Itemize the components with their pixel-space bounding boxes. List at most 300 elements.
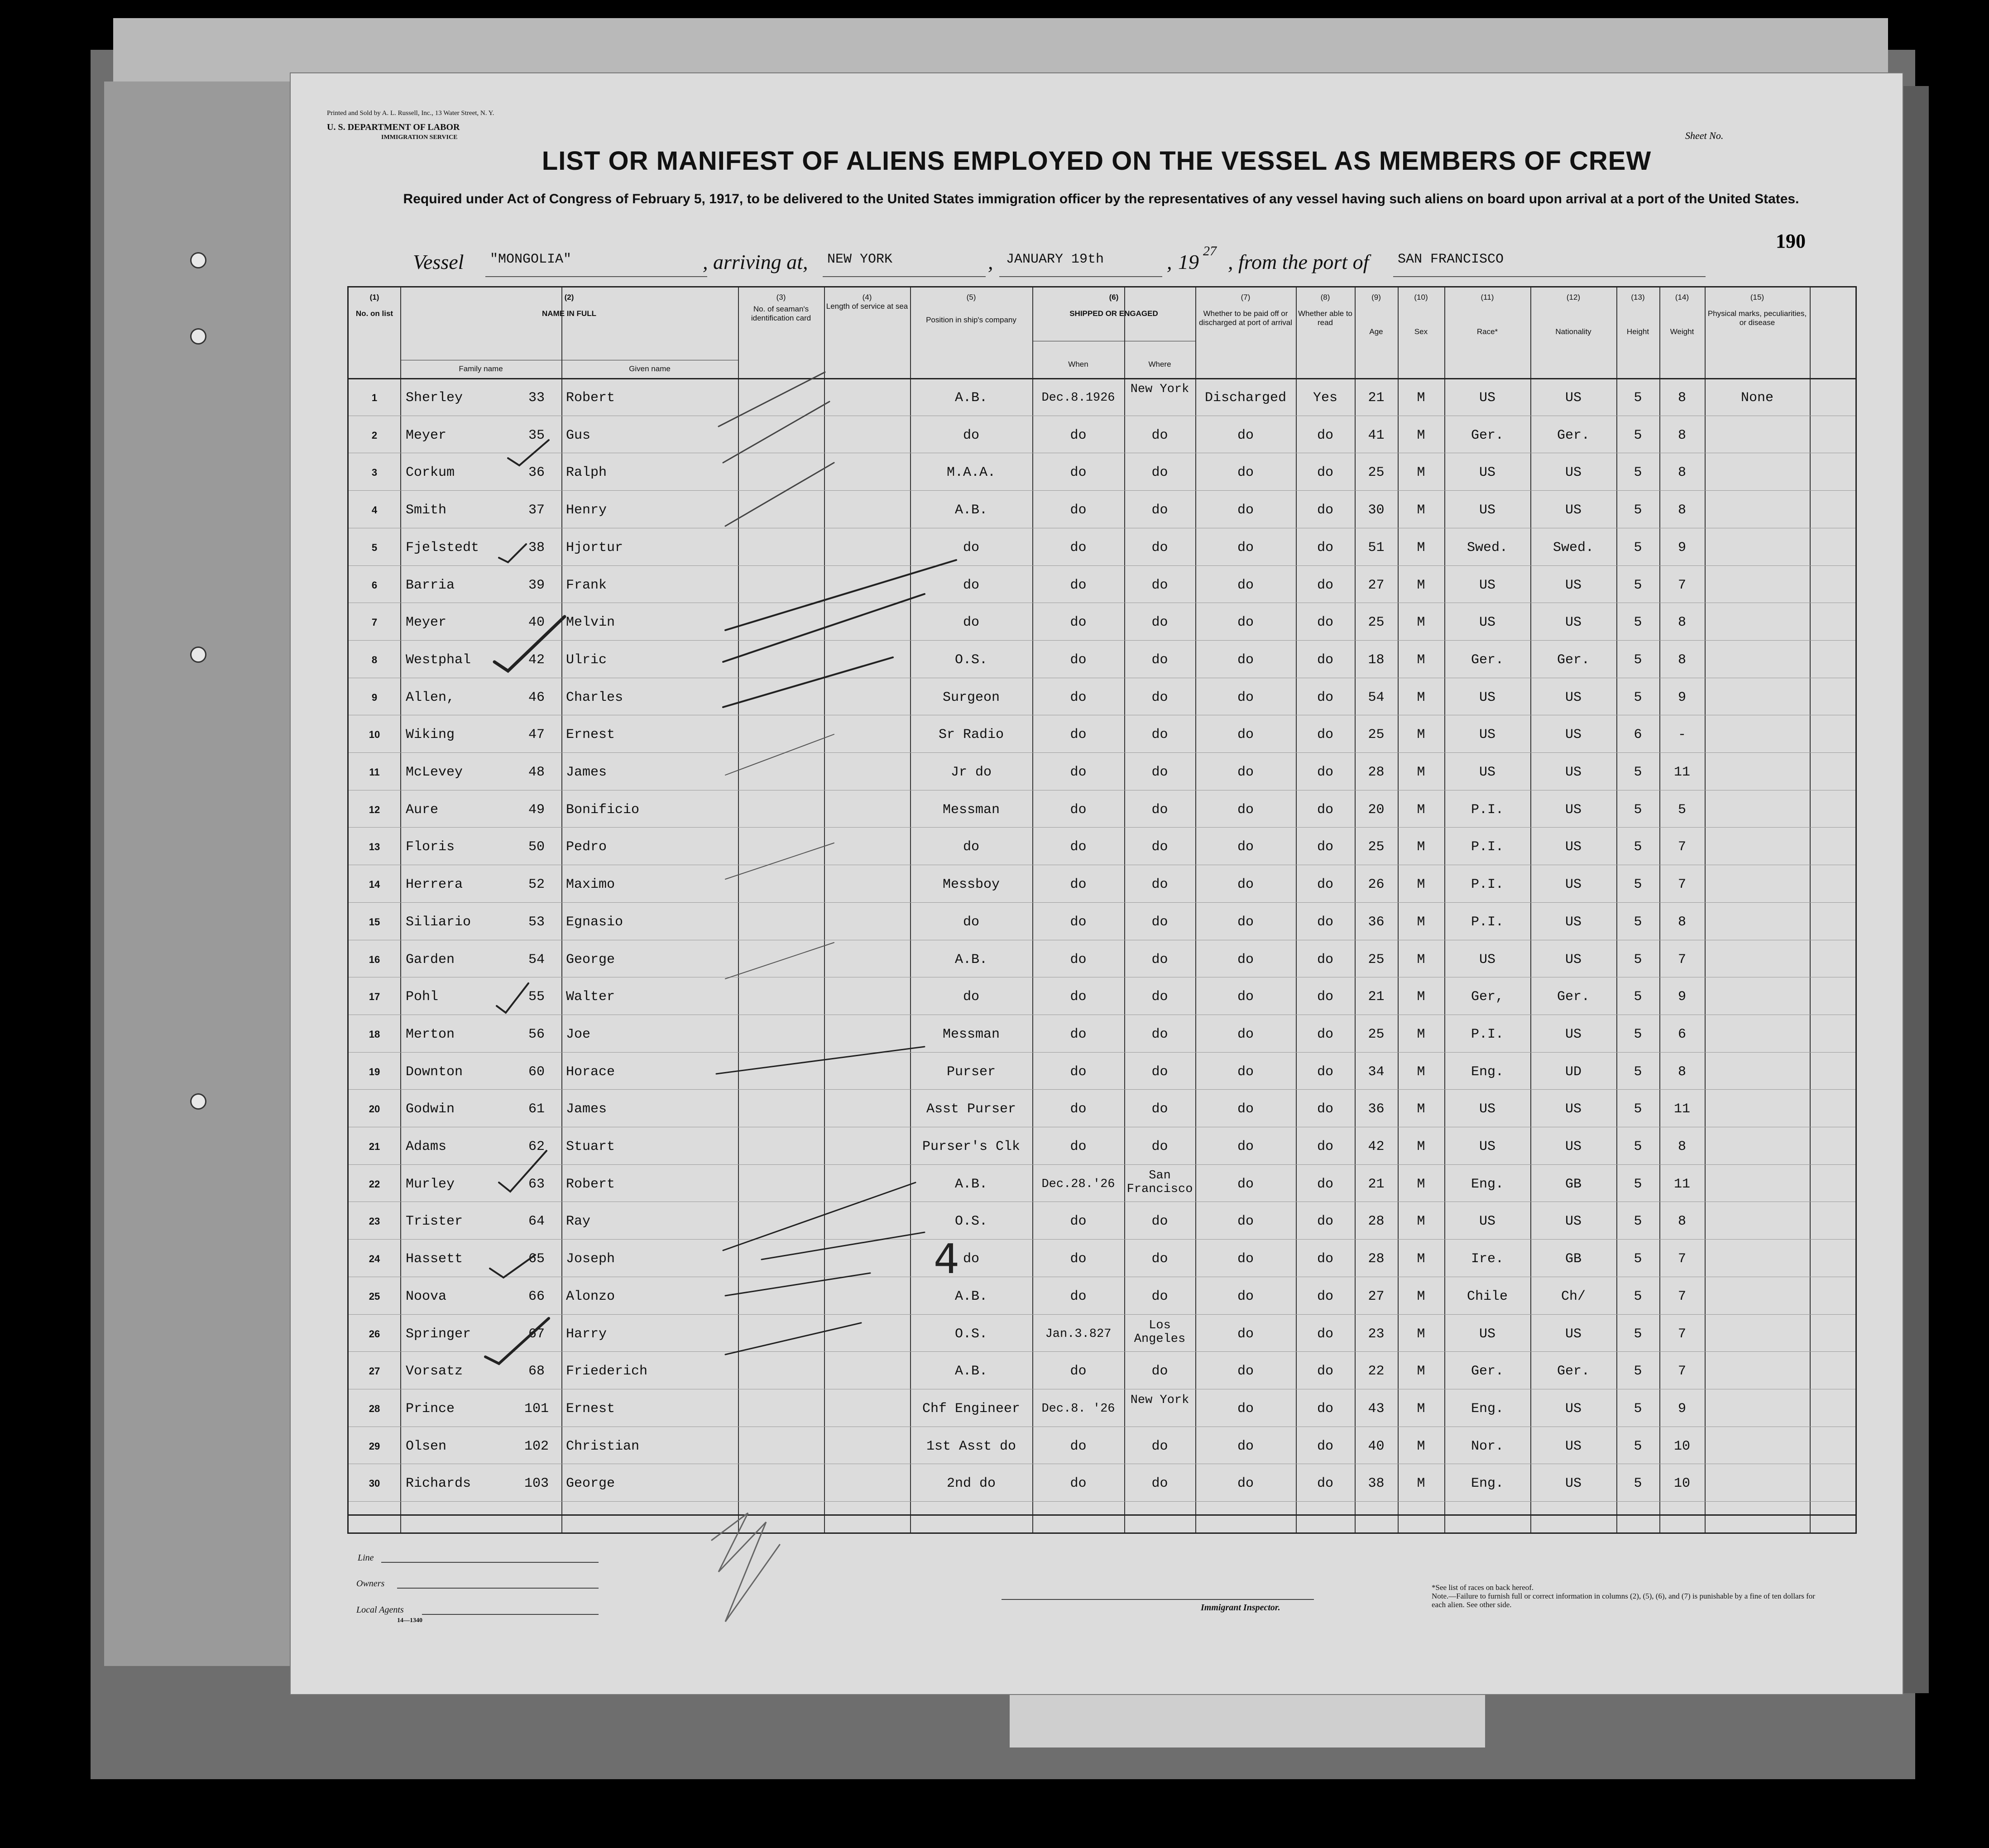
position: Jr do (950, 765, 992, 780)
able-to-read: do (1317, 914, 1333, 930)
row-number: 7 (371, 617, 378, 628)
height: 5 (1634, 1326, 1642, 1342)
race: Eng. (1471, 1401, 1504, 1417)
height: 5 (1634, 1026, 1642, 1042)
paid-off-status: do (1237, 989, 1254, 1005)
binder-hole (190, 1093, 206, 1110)
crew-reference-number: 50 (528, 839, 545, 855)
shipped-when: do (1070, 465, 1087, 481)
able-to-read: do (1317, 540, 1333, 555)
sex: M (1417, 1026, 1425, 1042)
able-to-read: do (1317, 839, 1333, 855)
crew-reference-number: 36 (528, 465, 545, 481)
shipped-where: do (1151, 1288, 1168, 1304)
shipped-when: do (1070, 952, 1087, 967)
crew-reference-number: 33 (528, 390, 545, 406)
able-to-read: do (1317, 765, 1333, 780)
crew-reference-number: 103 (524, 1476, 549, 1492)
shipped-when: do (1070, 1139, 1087, 1154)
pencil-stroke (719, 372, 825, 426)
paid-off-status: do (1237, 1026, 1254, 1042)
shipped-when: do (1070, 503, 1087, 518)
able-to-read: do (1317, 652, 1333, 668)
row-number: 2 (371, 429, 378, 441)
position: do (963, 1251, 979, 1267)
given-name: Ulric (566, 652, 607, 668)
able-to-read: do (1317, 465, 1333, 481)
paid-off-status: do (1237, 577, 1254, 593)
row-number: 12 (369, 804, 380, 815)
row-number: 6 (371, 579, 378, 591)
paid-off-status: do (1237, 802, 1254, 818)
height: 5 (1634, 1251, 1642, 1267)
able-to-read: Yes (1313, 390, 1337, 406)
paid-off-status: do (1237, 1251, 1254, 1267)
shipped-when: do (1070, 1026, 1087, 1042)
race: P.I. (1471, 877, 1504, 893)
family-name: Corkum (406, 465, 455, 481)
local-agents-label: Local Agents (356, 1605, 404, 1615)
crew-reference-number: 54 (528, 952, 545, 967)
binder-hole (190, 252, 206, 268)
shipped-where: do (1151, 1438, 1168, 1454)
paid-off-status: do (1237, 1064, 1254, 1080)
height: 5 (1634, 765, 1642, 780)
col-marks-header: (15) Physical marks, peculiarities, or disease (1707, 293, 1807, 327)
given-name: Robert (566, 390, 615, 406)
nationality: US (1565, 1476, 1582, 1492)
shipped-where: do (1151, 1101, 1168, 1117)
position: do (963, 540, 979, 555)
weight: 10 (1673, 1476, 1690, 1492)
weight: 5 (1677, 802, 1686, 818)
height: 5 (1634, 427, 1642, 443)
sex: M (1417, 914, 1425, 930)
sex: M (1417, 1326, 1425, 1342)
shipped-where: do (1151, 989, 1168, 1005)
age: 21 (1368, 989, 1385, 1005)
able-to-read: do (1317, 989, 1333, 1005)
row-number: 14 (369, 879, 380, 890)
family-name: Prince (406, 1401, 455, 1417)
able-to-read: do (1317, 1214, 1333, 1230)
paid-off-status: do (1237, 877, 1254, 893)
given-name: James (566, 1101, 607, 1117)
position: do (963, 989, 979, 1005)
crew-reference-number: 42 (528, 652, 545, 668)
handwritten-four: 4 (934, 1235, 960, 1283)
row-number: 4 (371, 504, 378, 516)
given-name: Pedro (566, 839, 607, 855)
row-number: 26 (369, 1328, 380, 1340)
height: 5 (1634, 1401, 1642, 1417)
race: Chile (1467, 1288, 1508, 1304)
check-mark (497, 983, 528, 1013)
position: do (963, 615, 979, 631)
given-name: Stuart (566, 1139, 615, 1154)
height: 5 (1634, 839, 1642, 855)
sex: M (1417, 1101, 1425, 1117)
height: 5 (1634, 1064, 1642, 1080)
shipped-when: do (1070, 1476, 1087, 1492)
race: P.I. (1471, 802, 1504, 818)
paid-off-status: do (1237, 689, 1254, 705)
able-to-read: do (1317, 427, 1333, 443)
given-name: Friederich (566, 1364, 648, 1379)
sex: M (1417, 989, 1425, 1005)
nationality: US (1565, 615, 1582, 631)
height: 5 (1634, 1139, 1642, 1154)
able-to-read: do (1317, 1326, 1333, 1342)
given-name: Bonificio (566, 802, 640, 818)
nationality: US (1565, 1139, 1582, 1154)
sex: M (1417, 727, 1425, 743)
shipped-where: do (1151, 914, 1168, 930)
pencil-stroke (725, 1323, 861, 1355)
paid-off-status: do (1237, 1438, 1254, 1454)
from-port-label: , from the port of (1228, 250, 1369, 273)
age: 28 (1368, 1214, 1385, 1230)
shipped-when: do (1070, 689, 1087, 705)
nationality: US (1565, 952, 1582, 967)
nationality: US (1565, 1214, 1582, 1230)
paid-off-status: do (1237, 1401, 1254, 1417)
age: 27 (1368, 1288, 1385, 1304)
weight: 7 (1677, 1364, 1686, 1379)
race: Eng. (1471, 1476, 1504, 1492)
weight: 7 (1677, 577, 1686, 593)
col-no-header: (1) No. on list (355, 293, 393, 318)
given-name: Ernest (566, 727, 615, 743)
given-name: Charles (566, 689, 623, 705)
shipped-when: do (1070, 802, 1087, 818)
race: US (1479, 465, 1495, 481)
col-weight-header: (14) Weight (1670, 293, 1694, 336)
race: Ire. (1471, 1251, 1504, 1267)
race: US (1479, 615, 1495, 631)
shipped-when: Dec.8.1926 (1041, 391, 1115, 405)
able-to-read: do (1317, 802, 1333, 818)
paid-off-status: do (1237, 727, 1254, 743)
row-number: 3 (371, 467, 378, 479)
shipped-where: do (1151, 577, 1168, 593)
height: 5 (1634, 877, 1642, 893)
paid-off-status: do (1237, 1476, 1254, 1492)
left-sheet-strip (104, 81, 294, 1666)
pencil-stroke (725, 1273, 870, 1296)
crew-reference-number: 40 (528, 615, 545, 631)
given-name: Christian (566, 1438, 640, 1454)
row-number: 18 (369, 1028, 380, 1040)
height: 5 (1634, 989, 1642, 1005)
weight: 7 (1677, 1251, 1686, 1267)
height: 5 (1634, 914, 1642, 930)
crew-reference-number: 52 (528, 877, 545, 893)
position: do (963, 914, 979, 930)
arrival-date: JANUARY 19th (1006, 252, 1104, 267)
crew-reference-number: 35 (528, 427, 545, 443)
crew-reference-number: 48 (528, 765, 545, 780)
nationality: US (1565, 802, 1582, 818)
nationality: US (1565, 1101, 1582, 1117)
able-to-read: do (1317, 727, 1333, 743)
row-number: 21 (369, 1141, 380, 1152)
shipped-where: do (1151, 1476, 1168, 1492)
shipped-when: do (1070, 989, 1087, 1005)
nationality: Ger. (1557, 427, 1590, 443)
sex: M (1417, 503, 1425, 518)
crew-reference-number: 37 (528, 503, 545, 518)
check-mark (485, 1318, 549, 1364)
sex: M (1417, 765, 1425, 780)
shipped-where: do (1151, 503, 1168, 518)
height: 5 (1634, 689, 1642, 705)
family-name: Murley (406, 1176, 455, 1192)
position: A.B. (954, 1176, 987, 1192)
age: 25 (1368, 727, 1385, 743)
height: 5 (1634, 615, 1642, 631)
shipped-when: do (1070, 1438, 1087, 1454)
family-name: McLevey (406, 765, 463, 780)
family-name: Floris (406, 839, 455, 855)
weight: 8 (1677, 652, 1686, 668)
given-name: Ernest (566, 1401, 615, 1417)
paid-off-status: do (1237, 615, 1254, 631)
position: do (963, 839, 979, 855)
pencil-stroke (725, 463, 834, 526)
row-number: 20 (369, 1103, 380, 1115)
page-number: 190 (1776, 230, 1806, 252)
family-name: Aure (406, 802, 439, 818)
weight: 8 (1677, 390, 1686, 406)
row-number: 19 (369, 1066, 380, 1077)
nationality: Ger. (1557, 989, 1590, 1005)
crew-reference-number: 60 (528, 1064, 545, 1080)
form-number: 14—1340 (397, 1617, 422, 1624)
sex: M (1417, 1288, 1425, 1304)
paid-off-status: do (1237, 427, 1254, 443)
nationality: US (1565, 465, 1582, 481)
shipped-when: do (1070, 877, 1087, 893)
weight: 11 (1673, 1176, 1690, 1192)
able-to-read: do (1317, 1476, 1333, 1492)
age: 21 (1368, 1176, 1385, 1192)
row-number: 24 (369, 1253, 380, 1265)
sex: M (1417, 540, 1425, 555)
position: Surgeon (942, 689, 1000, 705)
given-name: Harry (566, 1326, 607, 1342)
col-family-header: Family name (459, 364, 503, 373)
age: 27 (1368, 577, 1385, 593)
shipped-where: do (1151, 727, 1168, 743)
family-name: Adams (406, 1139, 447, 1154)
row-number: 29 (369, 1440, 380, 1452)
family-name: Springer (406, 1326, 471, 1342)
weight: 9 (1677, 689, 1686, 705)
page-subtitle: Required under Act of Congress of February 5, 1917, to be delivered to the United States immigration officer by the representatives of any vessel having such aliens on board upon arrival at a port of the United States. (403, 192, 1799, 206)
col-age-header: (9) Age (1369, 293, 1383, 336)
nationality: US (1565, 839, 1582, 855)
shipped-where: do (1151, 765, 1168, 780)
sex: M (1417, 390, 1425, 406)
given-name: Henry (566, 503, 607, 518)
shipped-when: do (1070, 1364, 1087, 1379)
height: 5 (1634, 652, 1642, 668)
crew-reference-number: 65 (528, 1251, 545, 1267)
race: US (1479, 765, 1495, 780)
col-race-header: (11) Race* (1476, 293, 1498, 336)
family-name: Meyer (406, 427, 447, 443)
row-number: 25 (369, 1290, 380, 1302)
pencil-stroke (725, 843, 834, 879)
height: 6 (1634, 727, 1642, 743)
able-to-read: do (1317, 1101, 1333, 1117)
sex: M (1417, 802, 1425, 818)
weight: 8 (1677, 503, 1686, 518)
nationality: US (1565, 577, 1582, 593)
age: 41 (1368, 427, 1385, 443)
nationality: US (1565, 727, 1582, 743)
able-to-read: do (1317, 577, 1333, 593)
position: Asst Purser (926, 1101, 1016, 1117)
shipped-where: New York (1130, 1393, 1189, 1407)
race: US (1479, 952, 1495, 967)
penalty-note: Note.—Failure to furnish full or correct information in columns (2), (5), (6), and (7) is punishable by a fine of ten dollars for each alien. See other side. (1432, 1592, 1815, 1609)
shipped-when: do (1070, 839, 1087, 855)
year-suffix: 27 (1203, 244, 1217, 259)
age: 25 (1368, 615, 1385, 631)
shipped-where: do (1151, 1251, 1168, 1267)
pencil-stroke (723, 1183, 915, 1250)
race: P.I. (1471, 1026, 1504, 1042)
pencil-stroke (725, 734, 834, 775)
able-to-read: do (1317, 1401, 1333, 1417)
age: 38 (1368, 1476, 1385, 1492)
paid-off-status: do (1237, 1214, 1254, 1230)
vessel-name: "MONGOLIA" (490, 252, 572, 267)
col-paid-header: (7) Whether to be paid off or discharged at port of arrival (1199, 293, 1292, 327)
family-name: Westphal (406, 652, 471, 668)
paid-off-status: do (1237, 540, 1254, 555)
weight: 8 (1677, 1139, 1686, 1154)
row-number: 5 (371, 541, 378, 553)
height: 5 (1634, 802, 1642, 818)
nationality: US (1565, 689, 1582, 705)
race: US (1479, 503, 1495, 518)
position: do (963, 577, 979, 593)
check-mark (494, 617, 565, 671)
check-mark (499, 544, 526, 562)
family-name: Allen, (406, 689, 455, 705)
nationality: US (1565, 765, 1582, 780)
row-number: 17 (369, 991, 380, 1003)
race: US (1479, 1101, 1495, 1117)
shipped-where: New York (1130, 383, 1189, 396)
height: 5 (1634, 1476, 1642, 1492)
service: IMMIGRATION SERVICE (381, 134, 458, 141)
given-name: Ralph (566, 465, 607, 481)
sex: M (1417, 877, 1425, 893)
age: 26 (1368, 877, 1385, 893)
given-name: Robert (566, 1176, 615, 1192)
col-position-header: (5) Position in ship's company (926, 293, 1016, 324)
row-number: 15 (369, 916, 380, 928)
row-number: 9 (371, 691, 378, 703)
height: 5 (1634, 1438, 1642, 1454)
height: 5 (1634, 1288, 1642, 1304)
weight: 9 (1677, 989, 1686, 1005)
crew-reference-number: 102 (524, 1438, 549, 1454)
paid-off-status: do (1237, 652, 1254, 668)
crew-reference-number: 66 (528, 1288, 545, 1304)
given-name: Egnasio (566, 914, 623, 930)
shipped-where: do (1151, 1026, 1168, 1042)
race: Swed. (1467, 540, 1508, 555)
age: 20 (1368, 802, 1385, 818)
height: 5 (1634, 465, 1642, 481)
shipped-where: do (1151, 427, 1168, 443)
weight: 7 (1677, 1288, 1686, 1304)
able-to-read: do (1317, 689, 1333, 705)
shipped-where: San Francisco (1126, 1168, 1193, 1196)
check-mark (499, 1151, 546, 1192)
shipped-where: do (1151, 1214, 1168, 1230)
shipped-where: do (1151, 839, 1168, 855)
age: 25 (1368, 465, 1385, 481)
shipped-when: do (1070, 914, 1087, 930)
manifest-page (290, 72, 1903, 1695)
given-name: Joe (566, 1026, 591, 1042)
given-name: Gus (566, 427, 591, 443)
binder-hole (190, 646, 206, 663)
row-number: 10 (369, 729, 380, 741)
family-name: Godwin (406, 1101, 455, 1117)
age: 54 (1368, 689, 1385, 705)
printer-line: Printed and Sold by A. L. Russell, Inc., 13 Water Street, N. Y. (327, 110, 494, 117)
shipped-where: do (1151, 1064, 1168, 1080)
sheet-number-label: Sheet No. (1685, 130, 1724, 141)
vessel-label: Vessel (413, 250, 464, 273)
shipped-where: do (1151, 952, 1168, 967)
position: A.B. (954, 503, 987, 518)
race: P.I. (1471, 839, 1504, 855)
shipped-when: do (1070, 1214, 1087, 1230)
age: 36 (1368, 914, 1385, 930)
able-to-read: do (1317, 877, 1333, 893)
shipped-where: do (1151, 652, 1168, 668)
crew-reference-number: 68 (528, 1364, 545, 1379)
row-number: 23 (369, 1216, 380, 1227)
position: O.S. (954, 1214, 987, 1230)
crew-reference-number: 46 (528, 689, 545, 705)
height: 5 (1634, 1101, 1642, 1117)
col-given-header: Given name (629, 364, 671, 373)
nationality: GB (1565, 1176, 1582, 1192)
paid-off-status: do (1237, 839, 1254, 855)
weight: 6 (1677, 1026, 1686, 1042)
able-to-read: do (1317, 1251, 1333, 1267)
crew-reference-number: 101 (524, 1401, 549, 1417)
weight: 7 (1677, 877, 1686, 893)
age: 21 (1368, 390, 1385, 406)
col-read-header: (8) Whether able to read (1298, 293, 1352, 327)
weight: 8 (1677, 465, 1686, 481)
sex: M (1417, 952, 1425, 967)
family-name: Barria (406, 577, 455, 593)
weight: 8 (1677, 1064, 1686, 1080)
shipped-when: do (1070, 727, 1087, 743)
age: 51 (1368, 540, 1385, 555)
